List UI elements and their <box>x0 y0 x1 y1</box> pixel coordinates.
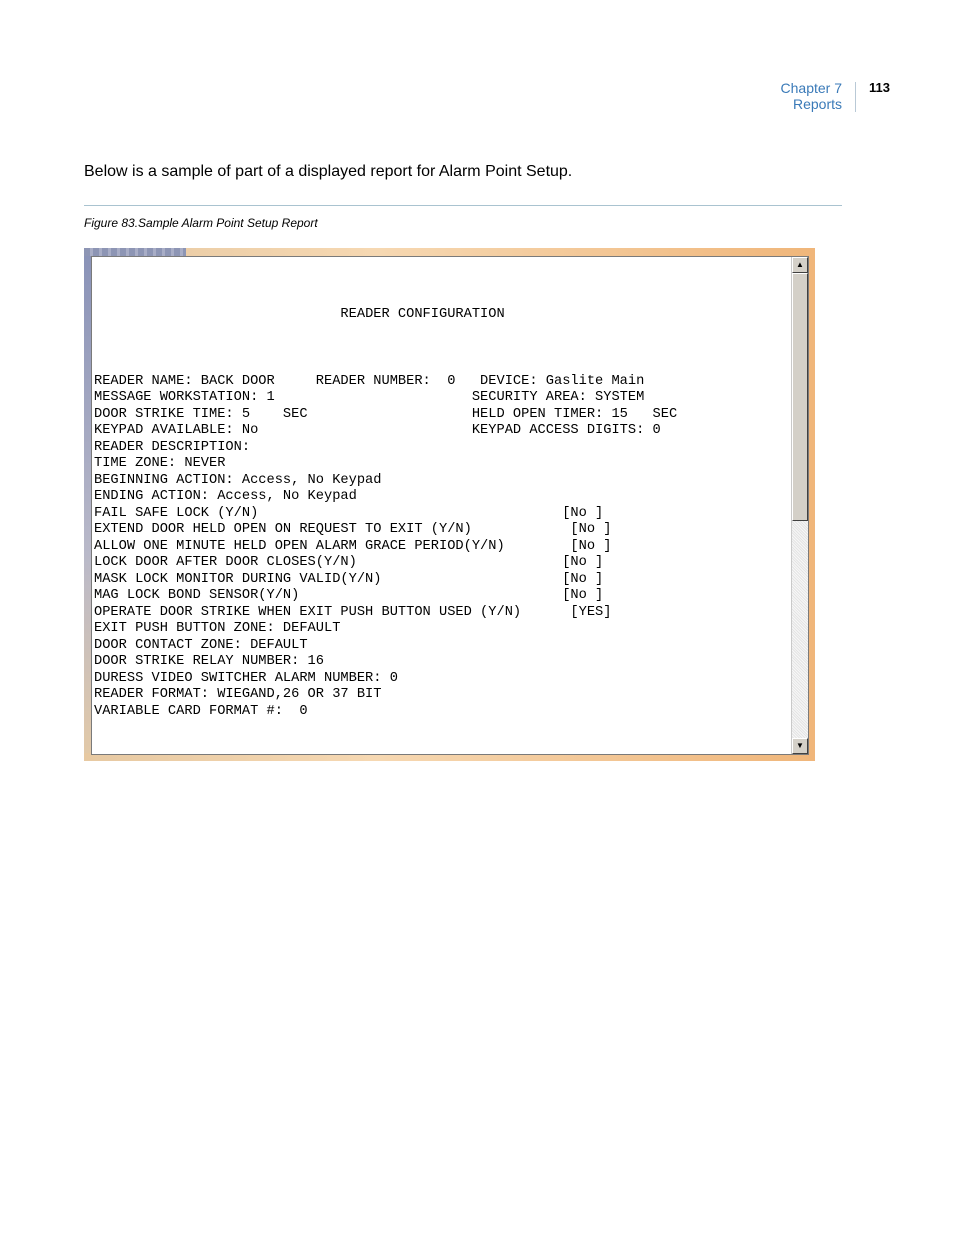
figure-caption: Figure 83.Sample Alarm Point Setup Report <box>84 216 318 230</box>
report-line: ENDING ACTION: Access, No Keypad <box>94 489 357 504</box>
section-label: Reports <box>792 96 842 112</box>
scrollbar-thumb[interactable] <box>792 273 808 521</box>
report-screen <box>91 256 809 755</box>
report-line: TIME ZONE: NEVER <box>94 456 226 471</box>
report-window-frame <box>84 248 815 761</box>
report-text <box>94 257 677 720</box>
report-title-text: READER CONFIGURATION <box>340 307 505 322</box>
report-line: VARIABLE CARD FORMAT #: 0 <box>94 703 308 719</box>
report-line: DOOR CONTACT ZONE: DEFAULT <box>94 637 308 653</box>
intro-paragraph: Below is a sample of part of a displayed report for Alarm Point Setup. <box>84 163 573 180</box>
report-line: EXIT PUSH BUTTON ZONE: DEFAULT <box>94 621 341 636</box>
report-line: LOCK DOOR AFTER DOOR CLOSES(Y/N) [No ] <box>94 555 604 570</box>
report-line: DURESS VIDEO SWITCHER ALARM NUMBER: 0 <box>94 670 398 686</box>
report-line: MESSAGE WORKSTATION: 1 SECURITY AREA: SYSTEM <box>94 390 645 405</box>
window-title-strip <box>84 248 186 256</box>
report-line: BEGINNING ACTION: Access, No Keypad <box>94 472 382 488</box>
report-line: MASK LOCK MONITOR DURING VALID(Y/N) [No ] <box>94 571 604 587</box>
report-title <box>94 307 677 324</box>
report-line: FAIL SAFE LOCK (Y/N) [No ] <box>94 505 604 521</box>
arrow-down-icon[interactable]: ▼ <box>792 738 808 754</box>
chapter-label: Chapter 7 <box>780 80 842 96</box>
section-divider <box>84 205 842 206</box>
vertical-scrollbar[interactable] <box>791 257 808 754</box>
report-line: DOOR STRIKE TIME: 5 SEC HELD OPEN TIMER: 15 SEC <box>94 406 678 422</box>
report-line: OPERATE DOOR STRIKE WHEN EXIT PUSH BUTTON USED (Y/N) [YES] <box>94 604 612 620</box>
report-line: DOOR STRIKE RELAY NUMBER: 16 <box>94 654 324 669</box>
report-line: READER DESCRIPTION: <box>94 439 251 455</box>
window-left-border <box>84 256 91 753</box>
report-line: READER FORMAT: WIEGAND,26 OR 37 BIT <box>94 687 382 702</box>
report-line: MAG LOCK BOND SENSOR(Y/N) [No ] <box>94 588 604 603</box>
report-line: KEYPAD AVAILABLE: No KEYPAD ACCESS DIGITS: 0 <box>94 423 661 438</box>
arrow-up-icon[interactable]: ▲ <box>792 257 808 273</box>
header-divider <box>855 82 856 112</box>
report-line: ALLOW ONE MINUTE HELD OPEN ALARM GRACE PERIOD(Y/N) [No ] <box>94 538 612 554</box>
report-line: EXTEND DOOR HELD OPEN ON REQUEST TO EXIT (Y/N) [No ] <box>94 522 612 537</box>
page-number: 113 <box>869 80 890 95</box>
report-line: READER NAME: BACK DOOR READER NUMBER: 0 DEVICE: Gaslite Main <box>94 373 645 389</box>
running-header <box>781 80 842 112</box>
